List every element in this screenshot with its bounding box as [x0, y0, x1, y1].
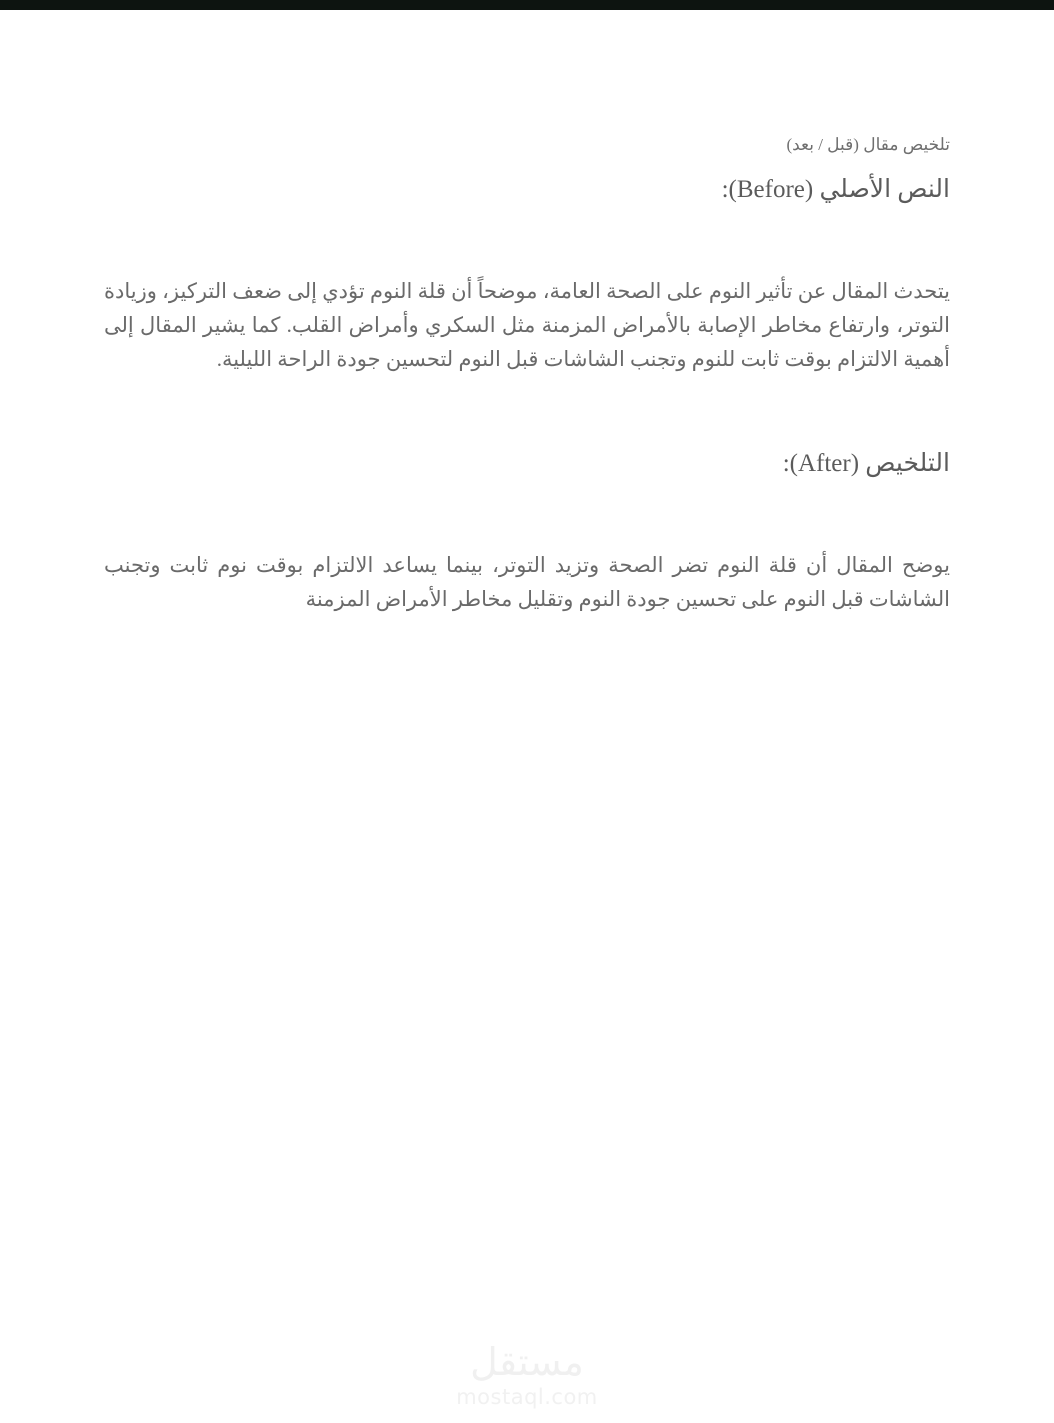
mostaql-logo-text: مستقل [470, 1340, 584, 1384]
spacer-after-before-paragraph [104, 376, 950, 446]
section-paragraph-before: يتحدث المقال عن تأثير النوم على الصحة العامة، موضحاً أن قلة النوم تؤدي إلى ضعف التركيز، وزيادة التوتر، وارتفاع مخاطر الإصابة بالأمراض المزمنة مثل السكري وأمراض القلب. كما يشير المقال إلى أهمية الالتزام بوقت ثابت للنوم وتجنب الشاشات قبل النوم لتحسين جودة الراحة الليلية. [104, 279, 950, 371]
section-paragraph-after: يوضح المقال أن قلة النوم تضر الصحة وتزيد التوتر، بينما يساعد الالتزام بوقت نوم ثابت وتجنب الشاشات قبل النوم على تحسين جودة النوم وتقليل مخاطر الأمراض المزمنة [104, 553, 950, 611]
document-page [0, 10, 1054, 1423]
spacer-after-heading [104, 482, 950, 548]
mostaql-url-text: mostaql.com [456, 1385, 598, 1409]
section-heading-after: التلخيص (After): [782, 450, 950, 477]
top-edge-bar [0, 0, 1054, 10]
spacer-before-heading [104, 208, 950, 274]
section-heading-before: النص الأصلي (Before): [721, 176, 950, 203]
page-title: تلخيص مقال (قبل / بعد) [786, 135, 950, 154]
watermark [0, 1340, 1054, 1410]
document-content [104, 130, 950, 616]
